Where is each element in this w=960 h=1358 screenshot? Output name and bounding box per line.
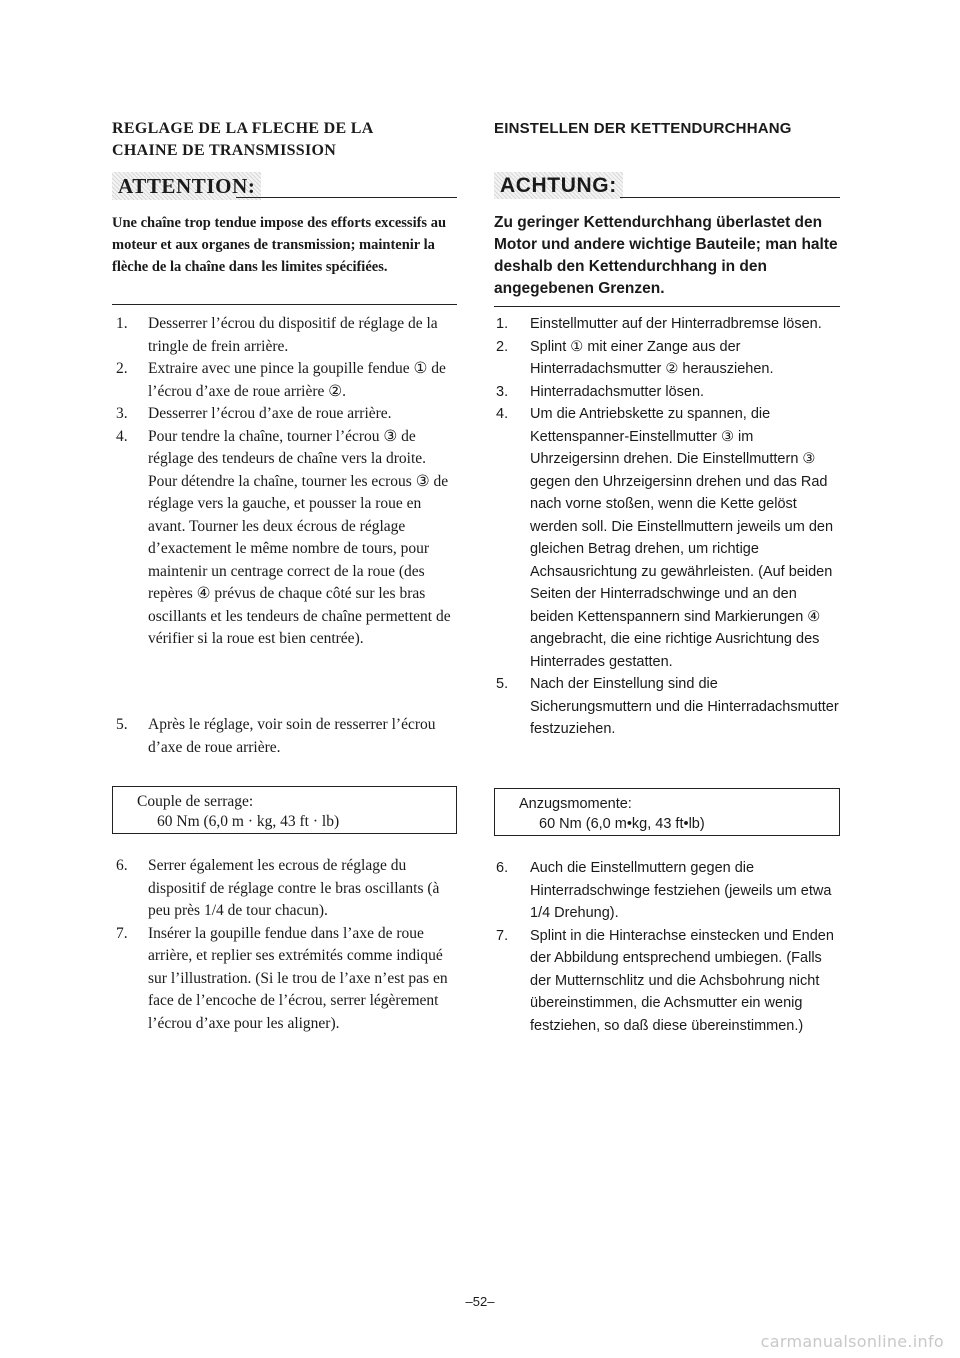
- step-item: 4. Pour tendre la chaîne, tourner l’écrou ③ de réglage des tendeurs de chaîne vers la droite. Pour détendre la chaîne, tourner les ecrous ③ de réglage vers la gauche, et pousser la roue en avant. Tourner les deux écrous de réglage d’exactement le même nombre de tours, pour maintenir un centrage correct de la roue (des repères ④ prévus de chaque côté sur les bras oscillants et les tendeurs de chaîne permettent de vérifier si la roue est bien centrée).: [116, 427, 451, 647]
- step-item: 5. Nach der Einstellung sind die Sicherungsmuttern und die Hinterradachsmutter festzuziehen.: [496, 676, 839, 737]
- warning-label-de: ACHTUNG:: [494, 172, 623, 199]
- warning-bottom-rule: [494, 306, 840, 307]
- steps-list-de-a: [494, 313, 840, 741]
- warning-label-fr: ATTENTION:: [112, 172, 261, 200]
- page-number: –52–: [465, 1294, 495, 1309]
- step-item: 7. Insérer la goupille fendue dans l’axe de roue arrière, et replier ses extrémités comme indiqué sur l’illustration. (Si le trou de l’axe n’est pas en face de l’encoche de l’écrou, serrer légèrement l’écrou d’axe pour les aligner).: [116, 924, 448, 1032]
- step-item: 7. Splint in die Hinterachse einstecken und Enden der Abbildung entsprechend umbiegen. (Falls der Mutternschlitz und die Achsbohrung nicht übereinstimmen, die Achsmutter ein wenig festziehen, so daß diese übereinstimmen.): [496, 927, 834, 1034]
- steps-list-de-b: [494, 857, 840, 1037]
- step-item: 6. Serrer également les ecrous de réglage du dispositif de réglage contre le bras oscillants (à peu près 1/4 de tour chacun).: [116, 857, 440, 919]
- steps-list-fr-a: [112, 313, 457, 651]
- step-item: 3. Desserrer l’écrou d’axe de roue arrière.: [116, 405, 392, 422]
- warning-underline: [236, 197, 457, 198]
- warning-text-fr: Une chaîne trop tendue impose des efforts excessifs au moteur et aux organes de transmission; maintenir la flèche de la chaîne dans les limites spécifiées.: [112, 215, 447, 275]
- step-item: 3. Hinterradachsmutter lösen.: [496, 383, 705, 400]
- warning-text-de: Zu geringer Kettendurchhang überlastet den Motor und andere wichtige Bauteile; man halte deshalb den Kettendurchhang in den angegebenen Grenzen.: [494, 214, 838, 297]
- steps-list-fr-step5: [112, 714, 457, 759]
- step-item: 2. Splint ① mit einer Zange aus der Hinterradachsmutter ② herausziehen.: [496, 338, 774, 377]
- section-title-fr: REGLAGE DE LA FLECHE DE LA CHAINE DE TRANSMISSION: [112, 120, 374, 159]
- torque-spec-box-de: [494, 788, 840, 836]
- torque-label-de: Anzugsmomente:: [519, 796, 632, 812]
- section-title-de: EINSTELLEN DER KETTENDURCHHANG: [494, 120, 792, 137]
- step-item: 2. Extraire avec une pince la goupille fendue ① de l’écrou d’axe de roue arrière ②.: [116, 360, 446, 400]
- steps-list-fr-b: [112, 855, 457, 1035]
- watermark: carmanualsonline.info: [760, 1332, 944, 1351]
- torque-spec-box-fr: [112, 786, 457, 834]
- step-item: 6. Auch die Einstellmuttern gegen die Hinterradschwinge festziehen (jeweils um etwa 1/4 Drehung).: [496, 860, 832, 921]
- warning-header-de: [494, 172, 840, 206]
- torque-label-fr: Couple de serrage:: [137, 793, 254, 810]
- step-item: 4. Um die Antriebskette zu spannen, die Kettenspanner-Einstellmutter ③ im Uhrzeigersinn drehen. Die Einstellmuttern ③ gegen den Uhrzeigersinn drehen und das Rad nach vorne stoßen, wenn die Kette gelöst werden soll. Die Einstellmuttern jeweils um den gleichen Betrag drehen, um richtige Achsausrichtung zu gewährleisten. (Auf beiden Seiten der Hinterradschwinge und an den beiden Kettenspannern sind Markierungen ④ angebracht, die eine richtige Ausrichtung des Hinterrades gestatten.: [496, 406, 834, 670]
- step-item: 5. Après le réglage, voir soin de resserrer l’écrou d’axe de roue arrière.: [116, 716, 436, 756]
- warning-underline: [620, 197, 840, 198]
- torque-value-de: 60 Nm (6,0 m•kg, 43 ft•lb): [539, 816, 705, 832]
- warning-header-fr: [112, 172, 457, 206]
- torque-value-fr: 60 Nm (6,0 m · kg, 43 ft · lb): [157, 813, 340, 830]
- warning-bottom-rule: [112, 304, 457, 305]
- step-item: 1. Desserrer l’écrou du dispositif de réglage de la tringle de frein arrière.: [116, 315, 438, 355]
- step-item: 1. Einstellmutter auf der Hinterradbremse lösen.: [496, 316, 822, 332]
